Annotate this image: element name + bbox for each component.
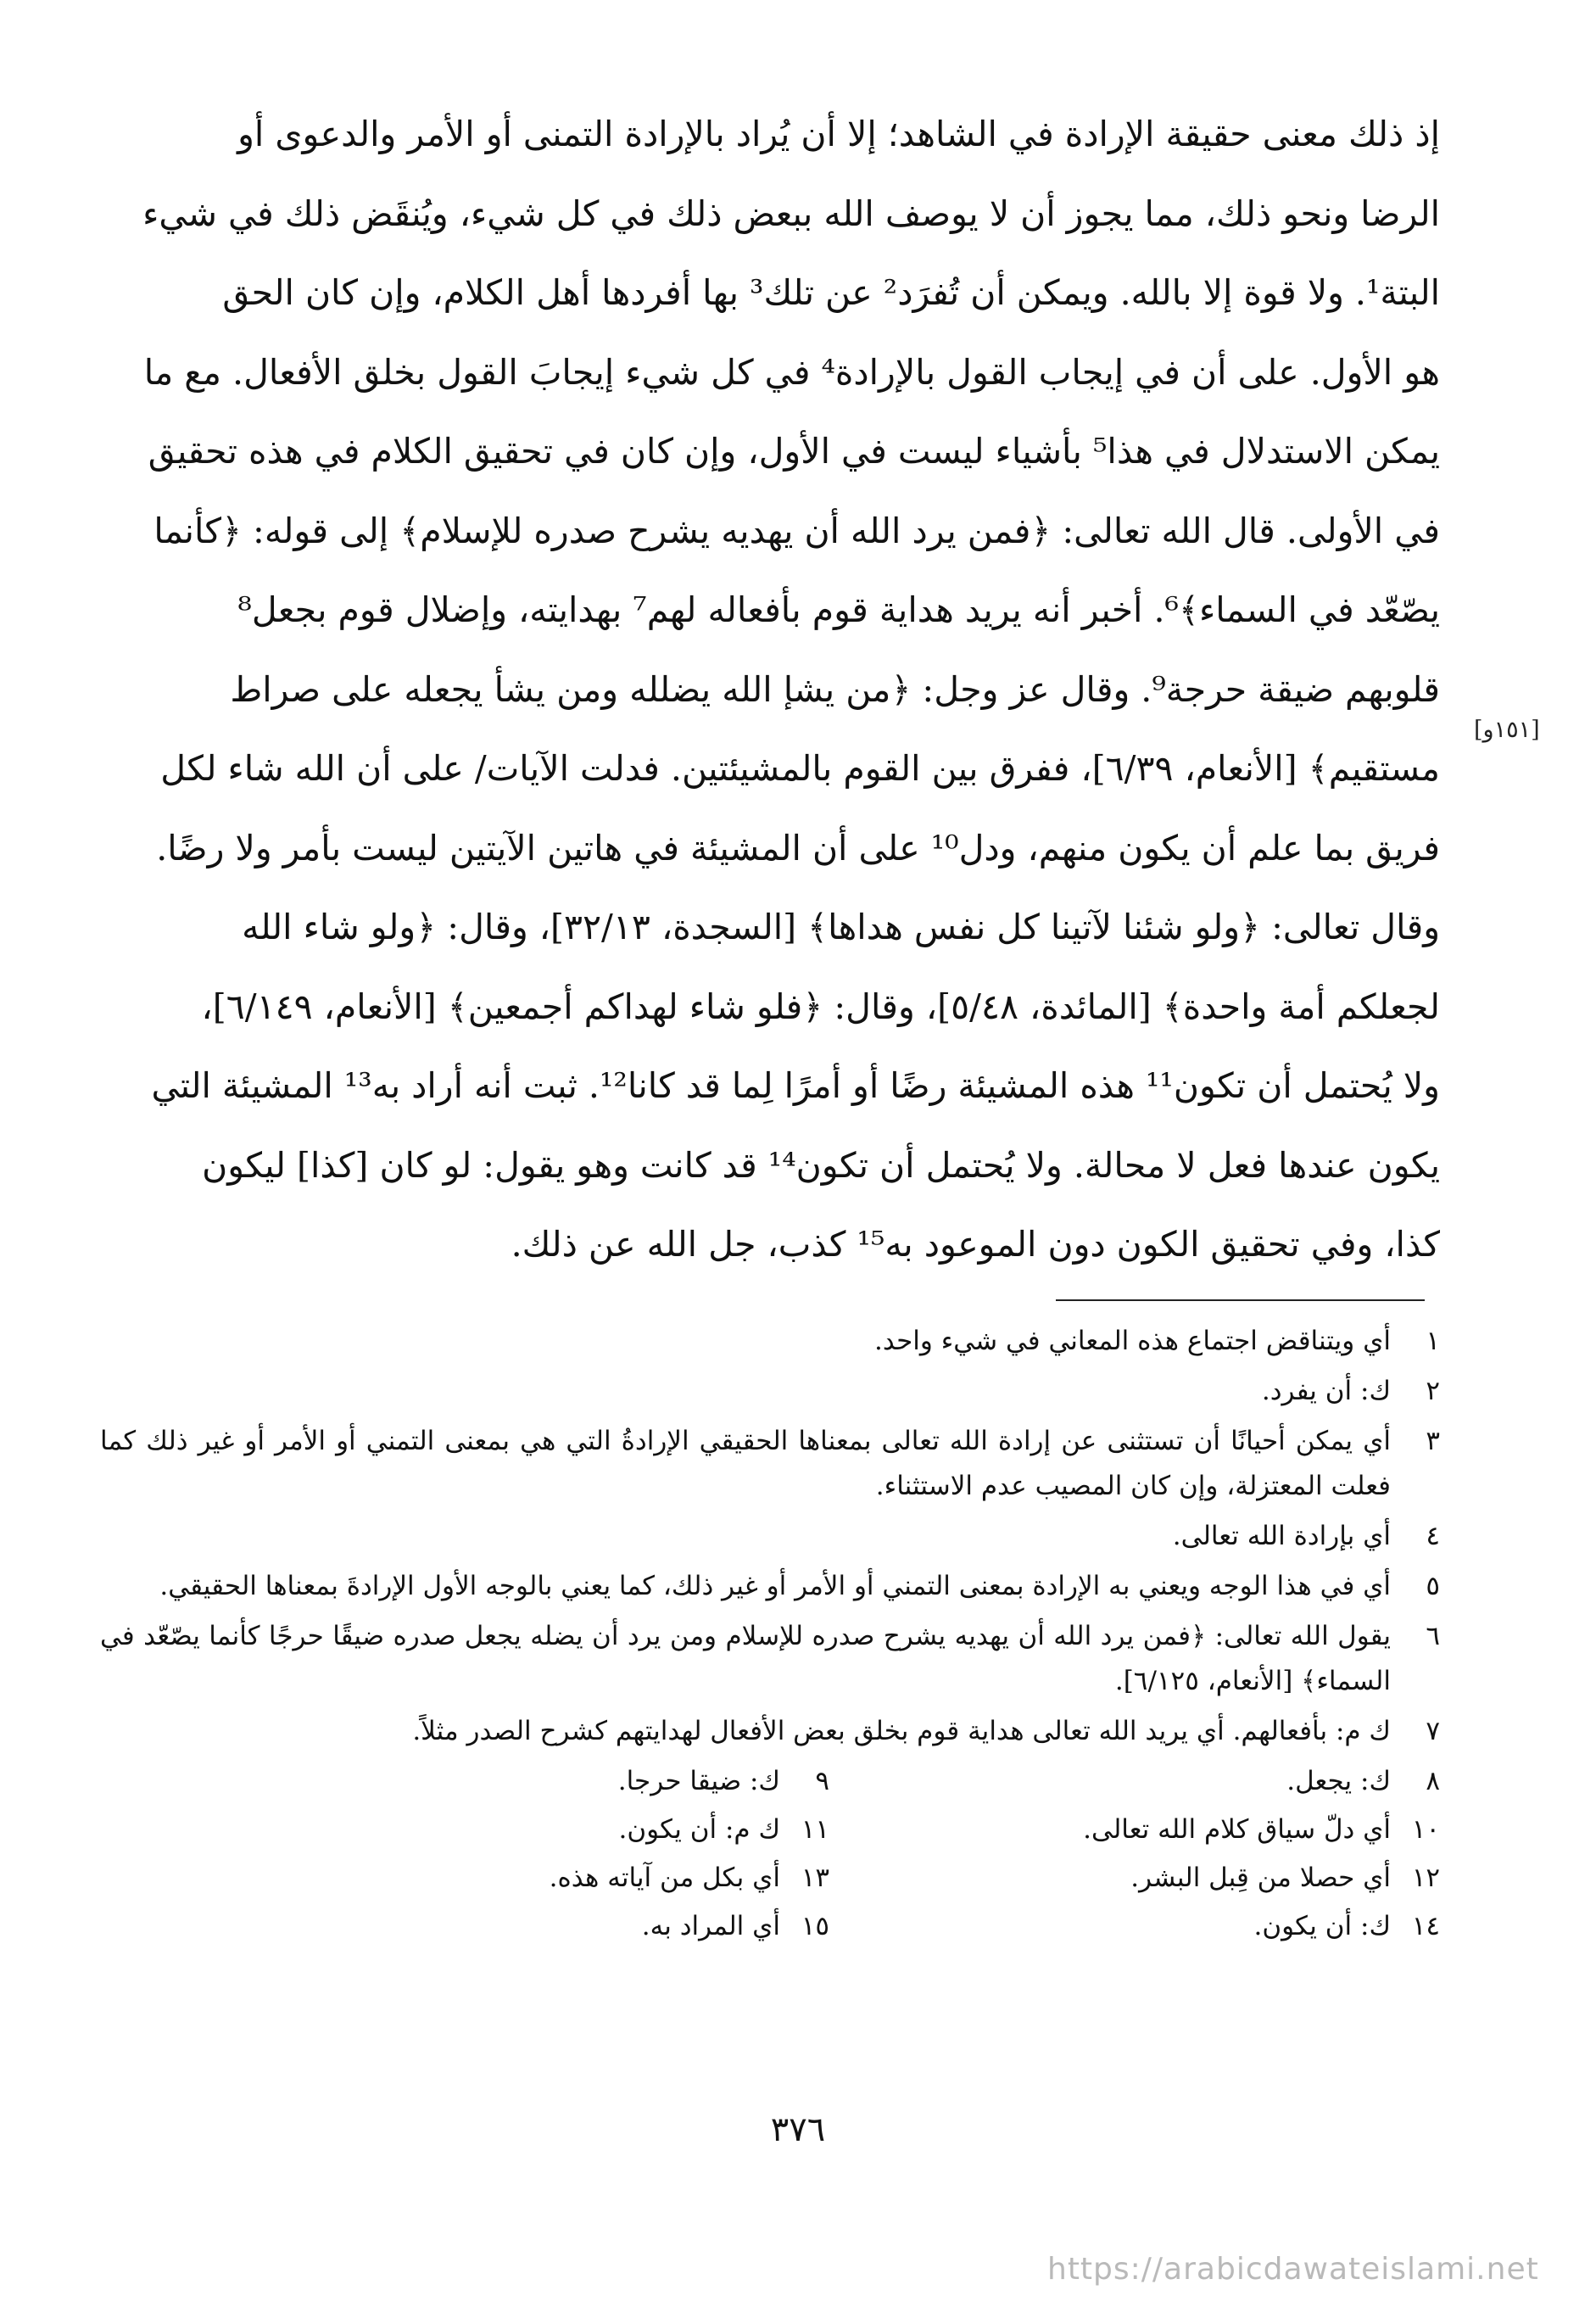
footnote-pair-row (100, 1904, 1440, 1949)
footnote-text: ك: ضيقا حرجا. (617, 1766, 780, 1796)
folio-marker: [١٥١و] (1474, 717, 1540, 743)
footnote-pair-row (100, 1856, 1440, 1901)
footnote (219, 1856, 829, 1901)
footnote-pair-row (100, 1807, 1440, 1852)
footnote-pair-row (100, 1759, 1440, 1804)
footnote-text: ك م: أن يكون. (618, 1814, 780, 1845)
footnote-number: ١٤ (1411, 1911, 1440, 1941)
body-line: فريق بما علم أن يكون منهم، ودل¹⁰ على أن المشيئة في هاتين الآيتين ليست بأمر ولا رضًا. (156, 827, 1440, 869)
footnote-text: ك: أن يكون. (1253, 1911, 1391, 1941)
footnote-text: أي المراد به. (641, 1911, 780, 1941)
body-line: يمكن الاستدلال في هذا⁵ بأشياء ليست في الأول، وإن كان في تحقيق الكلام في هذه تحقيق (148, 431, 1440, 472)
body-line: مستقيم﴾ [الأنعام، ٦/٣٩]، ففرق بين القوم بالمشيئتين. فدلت الآيات/ على أن الله شاء لكل (160, 748, 1440, 789)
body-line: قلوبهم ضيقة حرجة⁹. وقال عز وجل: ﴿من يشإ الله يضلله ومن يشأ يجعله على صراط (230, 668, 1440, 710)
footnote (219, 1807, 829, 1852)
footnote-number: ٦ (1426, 1621, 1440, 1651)
footnote-number: ١٥ (801, 1911, 829, 1941)
body-line: إذ ذلك معنى حقيقة الإرادة في الشاهد؛ إلا أن يُراد بالإرادة التمنى أو الأمر والدعوى أو (237, 114, 1440, 154)
footnote-number: ٨ (1426, 1766, 1440, 1796)
body-line: في الأولى. قال الله تعالى: ﴿فمن يرد الله أن يهديه يشرح صدره للإسلام﴾ إلى قوله: ﴿كأنما (153, 510, 1440, 551)
body-line: وقال تعالى: ﴿ولو شئنا لآتينا كل نفس هداها﴾ [السجدة، ٣٢/١٣]، وقال: ﴿ولو شاء الله (242, 907, 1440, 947)
footnote (100, 1709, 1440, 1754)
footnote (100, 1614, 1440, 1704)
footnote-text: أي بكل من آياته هذه. (549, 1863, 780, 1893)
body-line: البتة¹. ولا قوة إلا بالله. ويمكن أن تُفرَد² عن تلك³ بها أفردها أهل الكلام، وإن كان الحق (222, 272, 1440, 313)
footnote (100, 1564, 1440, 1609)
main-text-block (100, 95, 1440, 1285)
footnote (829, 1904, 1440, 1949)
body-line: يكون عندها فعل لا محالة. ولا يُحتمل أن تكون¹⁴ قد كانت وهو يقول: لو كان [كذا] ليكون (202, 1144, 1440, 1186)
watermark-url[interactable]: https://arabicdawateislami.net (1047, 2252, 1539, 2287)
footnote-text: أي دلّ سياق كلام الله تعالى. (1083, 1814, 1391, 1845)
footnote-number: ١٣ (801, 1863, 829, 1893)
footnote-text: أي حصلا من قِبل البشر. (1130, 1863, 1391, 1893)
footnote (829, 1807, 1440, 1852)
footnote-number: ١ (1426, 1326, 1440, 1356)
footnote-text: ك: يجعل. (1286, 1766, 1391, 1796)
footnote (829, 1856, 1440, 1901)
page-number: ٣٧٦ (770, 2110, 826, 2149)
footnote (100, 1319, 1440, 1364)
footnote-number: ٥ (1426, 1571, 1440, 1601)
footnote-number: ٩ (815, 1766, 829, 1796)
body-line: ولا يُحتمل أن تكون¹¹ هذه المشيئة رضًا أو أمرًا لِما قد كانا¹². ثبت أنه أراد به¹³ المشيئة التي (151, 1065, 1440, 1106)
footnotes-section (100, 1319, 1440, 1952)
footnote-text: أي بإرادة الله تعالى. (1172, 1521, 1391, 1551)
footnote-number: ٣ (1426, 1426, 1440, 1456)
footnote-number: ٢ (1426, 1376, 1440, 1406)
footnote-text: ك: أن يفرد. (1261, 1376, 1391, 1406)
footnote-number: ١١ (801, 1814, 829, 1845)
footnote (100, 1419, 1440, 1509)
footnote-text: أي ويتناقض اجتماع هذه المعاني في شيء واحد. (873, 1326, 1391, 1356)
footnote-text: أي يمكن أحيانًا أن تستثنى عن إرادة الله تعالى بمعناها الحقيقي الإرادةُ التي هي بمعنى التمني أو الأمر أو غير ذلك كما فعلت المعتزلة، وإن كان المصيب عدم الاستثناء. (100, 1426, 1391, 1501)
footnote-divider (1056, 1299, 1425, 1301)
footnote-number: ١٢ (1411, 1863, 1440, 1893)
footnote-text: يقول الله تعالى: ﴿فمن يرد الله أن يهديه يشرح صدره للإسلام ومن يرد أن يضله يجعل صدره ضيقًا حرجًا كأنما يصّعّد في السماء﴾ [الأنعام، ٦/١٢٥]. (100, 1621, 1391, 1696)
footnote-number: ٤ (1426, 1521, 1440, 1551)
footnote-pairs (100, 1759, 1440, 1949)
body-line: لجعلكم أمة واحدة﴾ [المائدة، ٥/٤٨]، وقال: ﴿فلو شاء لهداكم أجمعين﴾ [الأنعام، ٦/١٤٩]، (201, 986, 1440, 1027)
footnote (100, 1514, 1440, 1559)
body-line: هو الأول. على أن في إيجاب القول بالإرادة⁴ في كل شيء إيجابَ القول بخلق الأفعال. مع ما (143, 351, 1440, 393)
body-line: كذا، وفي تحقيق الكون دون الموعود به¹⁵ كذب، جل الله عن ذلك. (511, 1224, 1440, 1265)
footnote-text: أي في هذا الوجه ويعني به الإرادة بمعنى التمني أو الأمر أو غير ذلك، كما يعني بالوجه الأول الإرادةَ بمعناها الحقيقي. (159, 1571, 1391, 1601)
footnote-number: ١٠ (1411, 1814, 1440, 1845)
footnote-text: ك م: بأفعالهم. أي يريد الله تعالى هداية قوم بخلق بعض الأفعال لهدايتهم كشرح الصدر مثلاً. (412, 1716, 1391, 1746)
footnote-number: ٧ (1426, 1716, 1440, 1746)
footnote (829, 1759, 1440, 1804)
footnote (219, 1759, 829, 1804)
body-line: يصّعّد في السماء﴾⁶. أخبر أنه يريد هداية قوم بأفعاله لهم⁷ بهدايته، وإضلال قوم بجعل⁸ (237, 589, 1440, 630)
footnote (100, 1369, 1440, 1414)
footnote (219, 1904, 829, 1949)
body-line: الرضا ونحو ذلك، مما يجوز أن لا يوصف الله ببعض ذلك في كل شيء، ويُنقَض ذلك في شيء (142, 193, 1440, 234)
